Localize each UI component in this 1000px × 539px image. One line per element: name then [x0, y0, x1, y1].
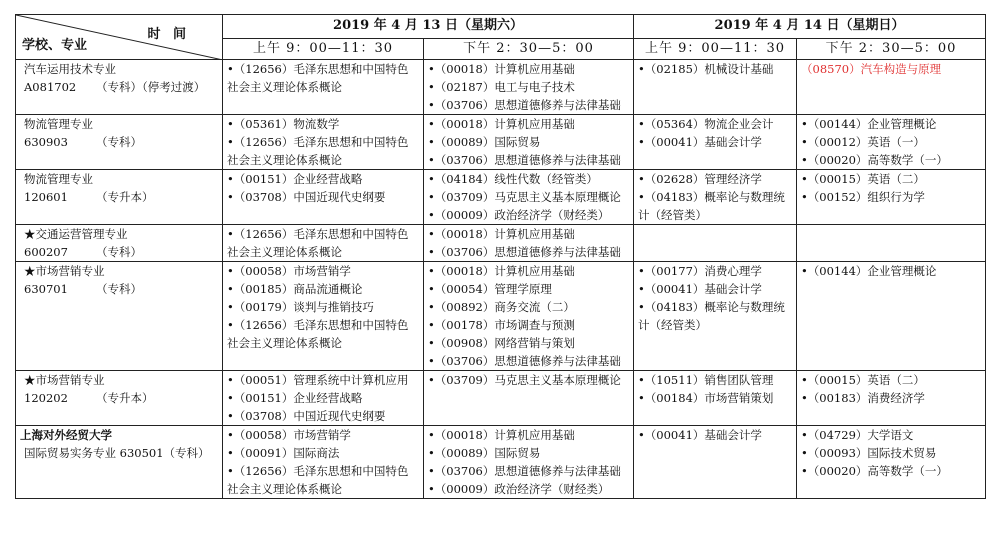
- course-line: •（03709）马克思主义基本原理概论: [428, 190, 621, 204]
- course-line: •（00058）市场营销学: [227, 264, 351, 278]
- major-code: A081702: [24, 80, 77, 94]
- course-line: •（04184）线性代数（经管类）: [428, 172, 598, 186]
- subjects-cell-sat-pm: [424, 371, 634, 426]
- school-name: 上海对外经贸大学: [20, 428, 112, 442]
- course-line: •（12656）毛泽东思想和中国特色: [227, 318, 409, 332]
- program-name: 国际贸易实务专业 630501（专科）: [24, 446, 210, 460]
- subjects-cell-sun-pm: [797, 371, 986, 426]
- course-line: •（04183）概率论与数理统: [638, 190, 785, 204]
- course-line: •（00018）计算机应用基础: [428, 227, 575, 241]
- course-line: 社会主义理论体系概论: [227, 336, 342, 350]
- major-name: 物流管理专业: [24, 117, 93, 131]
- subjects-cell-sat-am: [223, 371, 424, 426]
- major-level: （专科）: [96, 245, 142, 259]
- header-corner-cell: [16, 15, 223, 60]
- course-line: •（00058）市场营销学: [227, 428, 351, 442]
- subjects-cell-sun-pm: [797, 60, 986, 115]
- course-line: •（12656）毛泽东思想和中国特色: [227, 464, 409, 478]
- course-line: 社会主义理论体系概论: [227, 80, 342, 94]
- course-line: •（00054）管理学原理: [428, 282, 552, 296]
- table-row: [16, 60, 986, 115]
- course-line: •（00009）政治经济学（财经类）: [428, 482, 610, 496]
- course-line: •（04183）概率论与数理统: [638, 300, 785, 314]
- table-row: [16, 426, 986, 499]
- course-line: 计（经管类）: [638, 208, 708, 222]
- major-name: 汽车运用技术专业: [24, 62, 116, 76]
- course-line: •（05361）物流数学: [227, 117, 340, 131]
- slot-sun-pm: 下午 2：30—5：00: [797, 38, 986, 59]
- course-line: •（00151）企业经营战略: [227, 391, 363, 405]
- major-cell: [16, 115, 223, 170]
- course-line: 社会主义理论体系概论: [227, 153, 342, 167]
- subjects-cell-sun-pm: [797, 262, 986, 371]
- major-code: 120202: [24, 391, 68, 405]
- subjects-cell-sat-pm: [424, 115, 634, 170]
- subjects-cell-sat-am: [223, 426, 424, 499]
- major-code-line: [16, 188, 222, 206]
- course-line: 社会主义理论体系概论: [227, 482, 342, 496]
- subjects-cell-sun-am: [634, 115, 797, 170]
- subjects-cell-sat-am: [223, 225, 424, 262]
- major-code-line: [16, 243, 222, 261]
- subjects-cell-sun-am: [634, 371, 797, 426]
- slot-sun-am: 上午 9：00—11：30: [634, 38, 797, 59]
- course-line: •（00089）国际贸易: [428, 135, 541, 149]
- major-code-line: [16, 280, 222, 298]
- major-level: （专科）: [96, 282, 142, 296]
- course-line: •（03706）思想道德修养与法律基础: [428, 98, 621, 112]
- course-line: •（12656）毛泽东思想和中国特色: [227, 227, 409, 241]
- subjects-cell-sat-pm: [424, 225, 634, 262]
- subjects-cell-sat-am: [223, 115, 424, 170]
- subjects-cell-sun-pm: [797, 115, 986, 170]
- major-level: （专科）（停考过渡）: [96, 80, 206, 94]
- course-line: •（00012）英语（一）: [801, 135, 925, 149]
- subjects-cell-sun-am: [634, 170, 797, 225]
- major-level: （专升本）: [96, 391, 154, 405]
- table-row: [16, 225, 986, 262]
- subjects-cell-sat-am: [223, 60, 424, 115]
- subjects-cell-sun-pm: [797, 225, 986, 262]
- subjects-cell-sat-pm: [424, 262, 634, 371]
- major-name: 物流管理专业: [24, 172, 93, 186]
- course-line: •（00015）英语（二）: [801, 172, 925, 186]
- course-line: •（00144）企业管理概论: [801, 117, 937, 131]
- course-line: •（02187）电工与电子技术: [428, 80, 575, 94]
- course-line: •（00177）消费心理学: [638, 264, 762, 278]
- subjects-cell-sun-pm: [797, 426, 986, 499]
- date-header-saturday: 2019 年 4 月 13 日（星期六）: [223, 15, 634, 39]
- major-code-line: [16, 389, 222, 407]
- course-line: •（05364）物流企业会计: [638, 117, 774, 131]
- course-line: •（02628）管理经济学: [638, 172, 762, 186]
- course-line: 社会主义理论体系概论: [227, 245, 342, 259]
- major-cell: [16, 371, 223, 426]
- major-code: 600207: [24, 245, 68, 259]
- course-line: •（03706）思想道德修养与法律基础: [428, 354, 621, 368]
- table-row: [16, 170, 986, 225]
- course-line: •（03709）马克思主义基本原理概论: [428, 373, 621, 387]
- course-line: •（04729）大学语文: [801, 428, 914, 442]
- subjects-cell-sat-am: [223, 262, 424, 371]
- time-header-label: 时 间: [147, 27, 190, 42]
- course-line: •（00041）基础会计学: [638, 135, 762, 149]
- major-name: ★交通运营管理专业: [24, 227, 128, 241]
- major-code: 630701: [24, 282, 68, 296]
- course-line: •（00144）企业管理概论: [801, 264, 937, 278]
- subjects-cell-sun-pm: [797, 170, 986, 225]
- course-line: •（00018）计算机应用基础: [428, 264, 575, 278]
- course-line: •（00041）基础会计学: [638, 428, 762, 442]
- major-code-line: [16, 78, 222, 96]
- major-cell: [16, 426, 223, 499]
- course-line: •（02185）机械设计基础: [638, 62, 774, 76]
- course-line: •（03708）中国近现代史纲要: [227, 190, 386, 204]
- course-line: •（00185）商品流通概论: [227, 282, 363, 296]
- course-line: •（00015）英语（二）: [801, 373, 925, 387]
- course-line: 计（经管类）: [638, 318, 708, 332]
- table-row: [16, 262, 986, 371]
- course-line: •（00051）管理系统中计算机应用: [227, 373, 409, 387]
- major-cell: [16, 225, 223, 262]
- course-line: •（00020）高等数学（一）: [801, 153, 948, 167]
- course-line: •（00892）商务交流（二）: [428, 300, 575, 314]
- course-line: •（12656）毛泽东思想和中国特色: [227, 62, 409, 76]
- course-line: •（00020）高等数学（一）: [801, 464, 948, 478]
- course-line: •（03706）思想道德修养与法律基础: [428, 464, 621, 478]
- course-line: •（00018）计算机应用基础: [428, 117, 575, 131]
- course-line: •（00093）国际技术贸易: [801, 446, 937, 460]
- course-line: •（00018）计算机应用基础: [428, 428, 575, 442]
- major-level: （专升本）: [96, 190, 154, 204]
- table-row: [16, 115, 986, 170]
- course-line: •（00908）网络营销与策划: [428, 336, 575, 350]
- course-line: •（00184）市场营销策划: [638, 391, 774, 405]
- course-line: •（10511）销售团队管理: [638, 373, 774, 387]
- course-line: •（00018）计算机应用基础: [428, 62, 575, 76]
- slot-sat-pm: 下午 2：30—5：00: [424, 38, 634, 59]
- course-line: •（00091）国际商法: [227, 446, 340, 460]
- exam-schedule-table: [15, 14, 986, 499]
- subjects-cell-sun-am: [634, 426, 797, 499]
- course-line: •（00183）消费经济学: [801, 391, 925, 405]
- course-line: •（03706）思想道德修养与法律基础: [428, 153, 621, 167]
- course-line: •（12656）毛泽东思想和中国特色: [227, 135, 409, 149]
- course-line: •（00179）谈判与推销技巧: [227, 300, 374, 314]
- major-cell: [16, 60, 223, 115]
- major-name: ★市场营销专业: [24, 264, 105, 278]
- course-line: •（00089）国际贸易: [428, 446, 541, 460]
- course-line: •（00041）基础会计学: [638, 282, 762, 296]
- slot-sat-am: 上午 9：00—11：30: [223, 38, 424, 59]
- subjects-cell-sat-pm: [424, 170, 634, 225]
- date-header-sunday: 2019 年 4 月 14 日（星期日）: [634, 15, 986, 39]
- major-code-line: [16, 133, 222, 151]
- major-cell: [16, 170, 223, 225]
- course-line: •（03706）思想道德修养与法律基础: [428, 245, 621, 259]
- course-line: •（00152）组织行为学: [801, 190, 925, 204]
- course-line: •（00178）市场调查与预测: [428, 318, 575, 332]
- major-code: 120601: [24, 190, 68, 204]
- major-name: ★市场营销专业: [24, 373, 105, 387]
- course-line: •（03708）中国近现代史纲要: [227, 409, 386, 423]
- subjects-cell-sun-am: [634, 225, 797, 262]
- subjects-cell-sat-pm: [424, 426, 634, 499]
- subjects-cell-sat-am: [223, 170, 424, 225]
- table-row: [16, 371, 986, 426]
- major-header-label: 学校、专业: [22, 38, 88, 53]
- subjects-cell-sun-am: [634, 60, 797, 115]
- course-line: •（00009）政治经济学（财经类）: [428, 208, 610, 222]
- course-line: •（00151）企业经营战略: [227, 172, 363, 186]
- subjects-cell-sun-am: [634, 262, 797, 371]
- major-level: （专科）: [96, 135, 142, 149]
- major-cell: [16, 262, 223, 371]
- major-code: 630903: [24, 135, 68, 149]
- course-line: （08570）汽车构造与原理: [801, 62, 942, 76]
- subjects-cell-sat-pm: [424, 60, 634, 115]
